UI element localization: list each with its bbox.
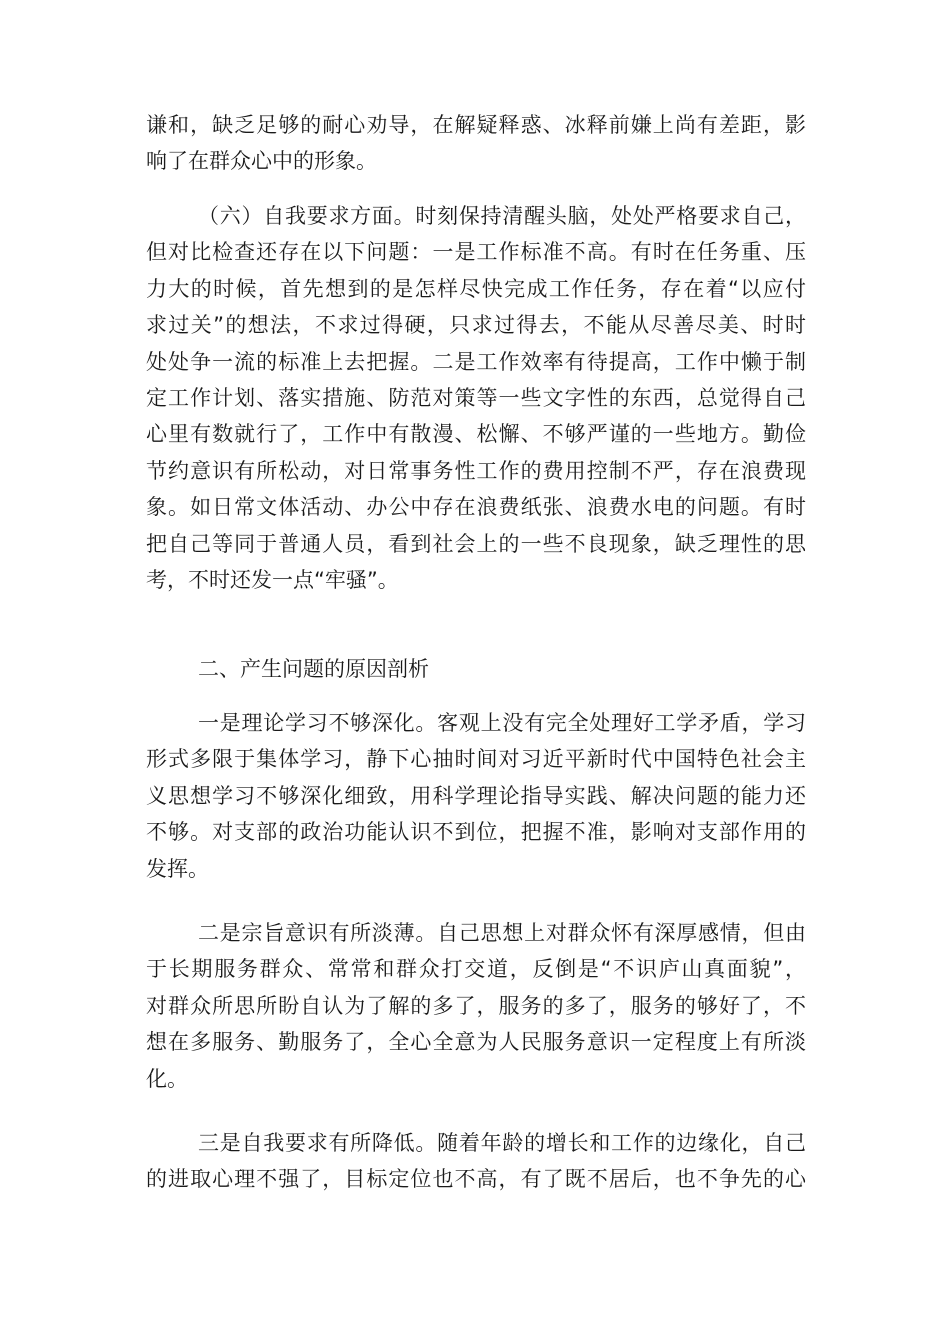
text-line: 发挥。 — [146, 856, 209, 881]
text-line: 象。如日常文体活动、办公中存在浪费纸张、浪费水电的问题。有时 — [146, 495, 806, 520]
text-line: 化。 — [146, 1066, 188, 1091]
paragraph-p4 — [146, 915, 806, 1097]
text-line: 考，不时还发一点“牢骚”。 — [146, 567, 399, 592]
paragraph-p1 — [146, 107, 806, 180]
text-line: 于长期服务群众、常常和群众打交道，反倒是“不识庐山真面貌”， — [146, 957, 806, 982]
text-line: 力大的时候，首先想到的是怎样尽快完成工作任务，存在着“以应付 — [146, 276, 806, 301]
text-line: 一是理论学习不够深化。客观上没有完全处理好工学矛盾，学习 — [198, 711, 806, 735]
paragraph-p2 — [146, 198, 806, 598]
text-line: 形式多限于集体学习，静下心抽时间对习近平新时代中国特色社会主 — [146, 747, 806, 772]
text-line: 三是自我要求有所降低。随着年龄的增长和工作的边缘化，自己 — [198, 1131, 806, 1155]
text-line: 处处争一流的标准上去把握。二是工作效率有待提高，工作中懒于制 — [146, 349, 806, 374]
text-line: 对群众所思所盼自认为了解的多了，服务的多了，服务的够好了，不 — [146, 993, 806, 1018]
text-line: 想在多服务、勤服务了，全心全意为人民服务意识一定程度上有所淡 — [146, 1030, 806, 1055]
text-line: 响了在群众心中的形象。 — [146, 149, 377, 174]
paragraph-p3 — [146, 705, 806, 887]
section-heading — [146, 651, 806, 687]
text-line: 求过关”的想法，不求过得硬，只求过得去，不能从尽善尽美、时时 — [146, 313, 806, 338]
heading-text: 二、产生问题的原因剖析 — [198, 657, 429, 681]
text-line: 义思想学习不够深化细致，用科学理论指导实践、解决问题的能力还 — [146, 783, 806, 808]
text-line: 不够。对支部的政治功能认识不到位，把握不准，影响对支部作用的 — [146, 820, 806, 845]
text-line: 谦和，缺乏足够的耐心劝导，在解疑释惑、冰释前嫌上尚有差距，影 — [146, 113, 806, 137]
text-line: 二是宗旨意识有所淡薄。自己思想上对群众怀有深厚感情，但由 — [198, 921, 806, 945]
text-line: 把自己等同于普通人员，看到社会上的一些不良现象，缺乏理性的思 — [146, 531, 806, 556]
text-line: （六）自我要求方面。时刻保持清醒头脑，处处严格要求自己， — [198, 204, 806, 228]
paragraph-p5 — [146, 1125, 806, 1198]
text-line: 定工作计划、落实措施、防范对策等一些文字性的东西，总觉得自己 — [146, 385, 806, 410]
text-line: 节约意识有所松动，对日常事务性工作的费用控制不严，存在浪费现 — [146, 458, 806, 483]
text-line: 心里有数就行了，工作中有散漫、松懈、不够严谨的一些地方。勤俭 — [146, 422, 806, 447]
text-line: 但对比检查还存在以下问题：一是工作标准不高。有时在任务重、压 — [146, 240, 806, 265]
text-line: 的进取心理不强了，目标定位也不高，有了既不居后，也不争先的心 — [146, 1167, 806, 1192]
